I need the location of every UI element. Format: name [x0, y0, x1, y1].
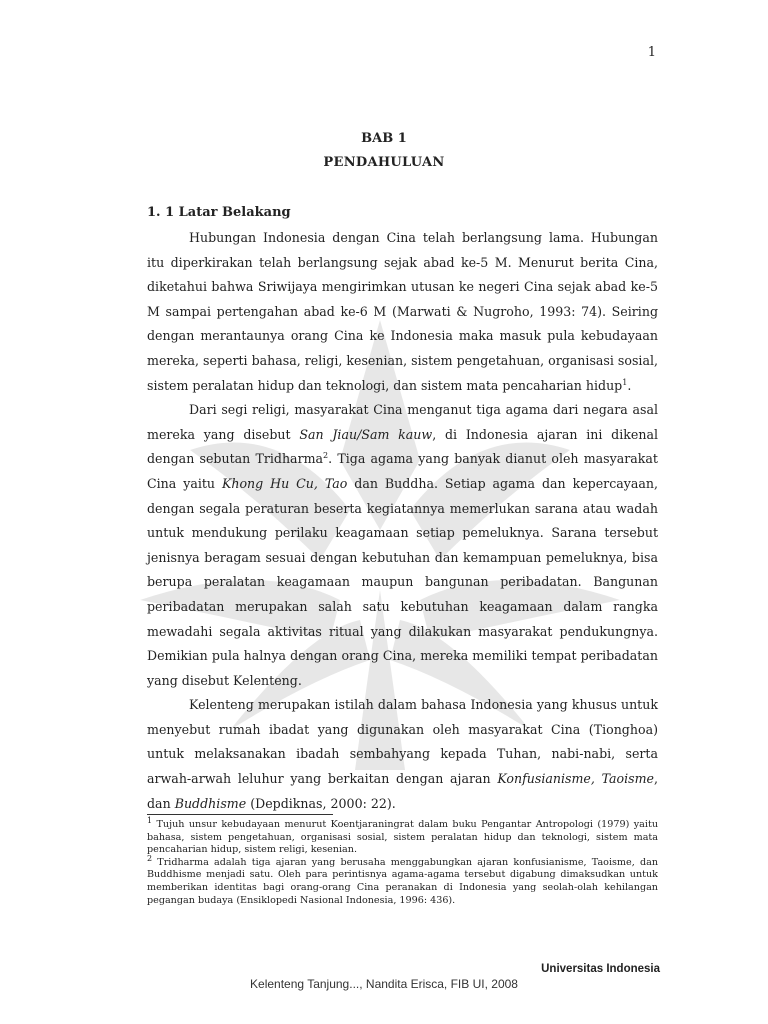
footnote-divider: [147, 814, 333, 815]
italic-term: Buddhisme: [174, 795, 247, 811]
paragraph-text: , dan: [147, 771, 658, 811]
paragraph-1: [147, 226, 658, 398]
paragraph-text: Hubungan Indonesia dengan Cina telah berlangsung lama. Hubungan itu diperkirakan telah berlangsung sejak abad ke-5 M. Menurut berita Cina, diketahui bahwa Sriwijaya mengirimkan utusan ke negeri Cina sejak abad ke-5 M sampai pertengahan abad ke-6 M (Marwati & Nugroho, 1993: 74). Seiring dengan merantaunya orang Cina ke Indonesia maka masuk pula kebudayaan mereka, seperti bahasa, religi, kesenian, sistem pengetahuan, organisasi sosial, sistem peralatan hidup dan teknologi, dan sistem mata pencaharian hidup: [147, 230, 658, 393]
chapter-label: BAB 1: [361, 131, 407, 146]
italic-term: San Jiau/Sam kauw: [299, 426, 433, 442]
footnote-1: [147, 815, 658, 857]
footnote-marker: 2: [147, 853, 153, 863]
footnote-2: [147, 853, 658, 907]
page-number: 1: [647, 45, 656, 60]
paragraph-text: .: [627, 377, 632, 393]
footnote-text: Tridharma adalah tiga ajaran yang berusaha menggabungkan ajaran konfusianisme, Taoisme, dan Buddhisme menjadi satu. Oleh para perintisnya agama-agama tersebut digabung dimaksudkan untuk memberikan identitas bagi orang-orang Cina peranakan di Indonesia yang seolah-olah kehilangan pegangan budaya (Ensiklopedi Nasional Indonesia, 1996: 436).: [147, 856, 658, 906]
paragraph-text: , di Indonesia ajaran ini dikenal dengan sebutan Tridharma: [147, 426, 658, 467]
chapter-title: PENDAHULUAN: [323, 155, 445, 170]
footnote-text: Tujuh unsur kebudayaan menurut Koentjaraningrat dalam buku Pengantar Antropologi (1979) yaitu bahasa, sistem pengetahuan, organisasi sosial, sistem peralatan hidup dan teknologi, sistem mata pencaharian hidup, sistem religi, kesenian.: [147, 819, 658, 856]
italic-term: Konfusianisme, Taoisme: [497, 771, 654, 787]
footnote-ref: 1: [622, 377, 628, 387]
footnote-ref: 2: [323, 451, 329, 461]
body-text: [147, 226, 658, 816]
paragraph-text: (Depdiknas, 2000: 22).: [246, 795, 396, 811]
paragraph-text: . Tiga agama yang banyak dianut oleh masyarakat Cina yaitu: [147, 451, 658, 491]
footnotes: [147, 815, 658, 907]
section-heading: 1. 1 Latar Belakang: [147, 205, 291, 220]
paragraph-2: [147, 398, 658, 693]
footnote-marker: 1: [147, 815, 153, 825]
paragraph-text: dan Buddha. Setiap agama dan kepercayaan, dengan segala peraturan beserta kegiatannya memerlukan sarana atau wadah untuk mendukung perilaku keagamaan setiap pemeluknya. Sarana tersebut jenisnya beragam sesuai dengan kebutuhan dan kemampuan pemeluknya, bisa berupa peralatan keagamaan maupun bangunan peribadatan. Bangunan peribadatan merupakan salah satu kebutuhan keagamaan dalam rangka mewadahi segala aktivitas ritual yang dilakukan masyarakat pendukungnya. Demikian pula halnya dengan orang Cina, mereka memiliki tempat peribadatan yang disebut Kelenteng.: [147, 475, 659, 688]
italic-term: Khong Hu Cu, Tao: [221, 475, 348, 491]
paragraph-text: Kelenteng merupakan istilah dalam bahasa Indonesia yang khusus untuk menyebut rumah ibadat yang digunakan oleh masyarakat Cina (Tionghoa) untuk melaksanakan ibadah sembahyang kepada Tuhan, nabi-nabi, serta arwah-arwah leluhur yang berkaitan dengan ajaran: [147, 697, 658, 787]
university-name: Universitas Indonesia: [541, 963, 660, 975]
paragraph-3: [147, 693, 658, 816]
footer-credit: Kelenteng Tanjung..., Nandita Erisca, FIB UI, 2008: [250, 977, 518, 991]
paragraph-text: Dari segi religi, masyarakat Cina menganut tiga agama dari negara asal mereka yang disebut: [147, 402, 658, 442]
